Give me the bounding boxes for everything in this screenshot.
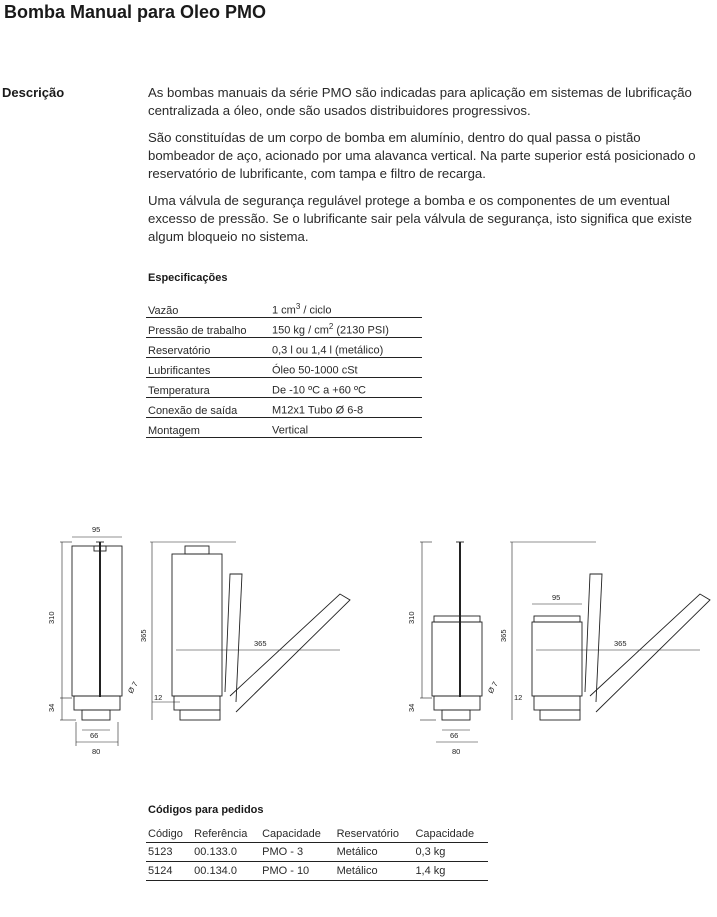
order-codes-table <box>146 826 488 881</box>
spec-value-text: De -10 ºC a +60 ºC <box>272 385 366 397</box>
spec-value-text: Vertical <box>272 425 309 437</box>
order-codes-title: Códigos para pedidos <box>148 804 264 816</box>
page-title: Bomba Manual para Oleo PMO <box>4 2 267 22</box>
spec-row <box>146 358 422 378</box>
description-paragraph: Uma válvula de segurança regulável protege a bomba e os componentes de um eventual excesso de pressão. Se o lubrificante sair pela válvula de segurança, isto significa que existe algum bloqueio no sistema. <box>148 193 692 244</box>
spec-label: Reservatório <box>146 338 270 358</box>
dim-label: Ø 7 <box>485 680 500 695</box>
dim-label: 310 <box>47 611 56 624</box>
spec-value <box>270 378 422 398</box>
dim-label: 12 <box>154 693 163 702</box>
spec-label: Temperatura <box>146 378 270 398</box>
dim-label: 66 <box>450 731 459 740</box>
dim-label: 66 <box>90 731 99 740</box>
codes-cell: Metálico <box>335 862 414 881</box>
spec-value <box>270 358 422 378</box>
specs-title: Especificações <box>148 272 228 284</box>
dim-label: 80 <box>452 747 461 756</box>
spec-value <box>270 398 422 418</box>
spec-row <box>146 398 422 418</box>
codes-row <box>146 862 488 881</box>
side-view-large <box>150 542 350 720</box>
spec-label: Lubrificantes <box>146 358 270 378</box>
spec-value <box>270 298 422 318</box>
spec-row <box>146 378 422 398</box>
codes-cell: 1,4 kg <box>413 862 488 881</box>
spec-value-text: Óleo 50-1000 cSt <box>272 365 358 377</box>
side-view-small <box>510 542 710 720</box>
codes-header: Reservatório <box>335 826 414 843</box>
dim-label: 34 <box>407 703 416 712</box>
spec-value <box>270 338 422 358</box>
codes-cell: 0,3 kg <box>413 843 488 862</box>
spec-value-text: M12x1 Tubo Ø 6-8 <box>272 405 364 417</box>
front-view-large <box>60 537 122 746</box>
codes-header: Capacidade <box>413 826 488 843</box>
codes-cell: PMO - 3 <box>260 843 335 862</box>
dim-label: 365 <box>614 639 627 648</box>
spec-value-tail: / ciclo <box>300 305 332 317</box>
dim-label: 365 <box>254 639 267 648</box>
codes-cell: 00.133.0 <box>192 843 260 862</box>
spec-label: Conexão de saída <box>146 398 270 418</box>
dim-label: 365 <box>139 629 148 642</box>
spec-label: Pressão de trabalho <box>146 318 270 338</box>
spec-label: Vazão <box>146 298 270 318</box>
codes-cell: PMO - 10 <box>260 862 335 881</box>
spec-row <box>146 418 422 438</box>
codes-header: Referência <box>192 826 260 843</box>
spec-value-text: 1 cm <box>272 305 296 317</box>
spec-row <box>146 318 422 338</box>
dim-label: 12 <box>514 693 523 702</box>
spec-value-sup: 2 <box>328 322 334 332</box>
codes-row <box>146 843 488 862</box>
dim-label: 95 <box>92 525 101 534</box>
description-paragraph: As bombas manuais da série PMO são indicadas para aplicação em sistemas de lubrificação centralizada a óleo, onde são usados distribuidores progressivos. <box>148 85 692 118</box>
spec-value-sup: 3 <box>295 302 301 312</box>
specs-table <box>146 298 422 438</box>
codes-cell: 5123 <box>146 843 192 862</box>
spec-value-text: 150 kg / cm <box>272 325 329 337</box>
technical-drawing <box>40 512 717 772</box>
section-label-descricao: Descrição <box>2 85 65 100</box>
spec-label: Montagem <box>146 418 270 438</box>
spec-row <box>146 298 422 318</box>
dim-label: 95 <box>552 593 561 602</box>
front-view-small <box>420 542 482 742</box>
spec-value <box>270 318 422 338</box>
spec-row <box>146 338 422 358</box>
dim-label: Ø 7 <box>125 680 140 695</box>
spec-value-tail: (2130 PSI) <box>333 325 389 337</box>
dim-label: 310 <box>407 611 416 624</box>
description-block <box>148 84 708 255</box>
codes-cell: Metálico <box>335 843 414 862</box>
codes-cell: 5124 <box>146 862 192 881</box>
description-paragraph: São constituídas de um corpo de bomba em alumínio, dentro do qual passa o pistão bombeador de aço, acionado por uma alavanca vertical. Na parte superior está posicionado o reservatório de lubrificante, com tampa e filtro de recarga. <box>148 130 696 181</box>
codes-header: Capacidade <box>260 826 335 843</box>
codes-header: Código <box>146 826 192 843</box>
spec-value <box>270 418 422 438</box>
codes-cell: 00.134.0 <box>192 862 260 881</box>
dim-label: 34 <box>47 703 56 712</box>
spec-value-text: 0,3 l ou 1,4 l (metálico) <box>272 345 384 357</box>
dim-label: 365 <box>499 629 508 642</box>
dim-label: 80 <box>92 747 101 756</box>
